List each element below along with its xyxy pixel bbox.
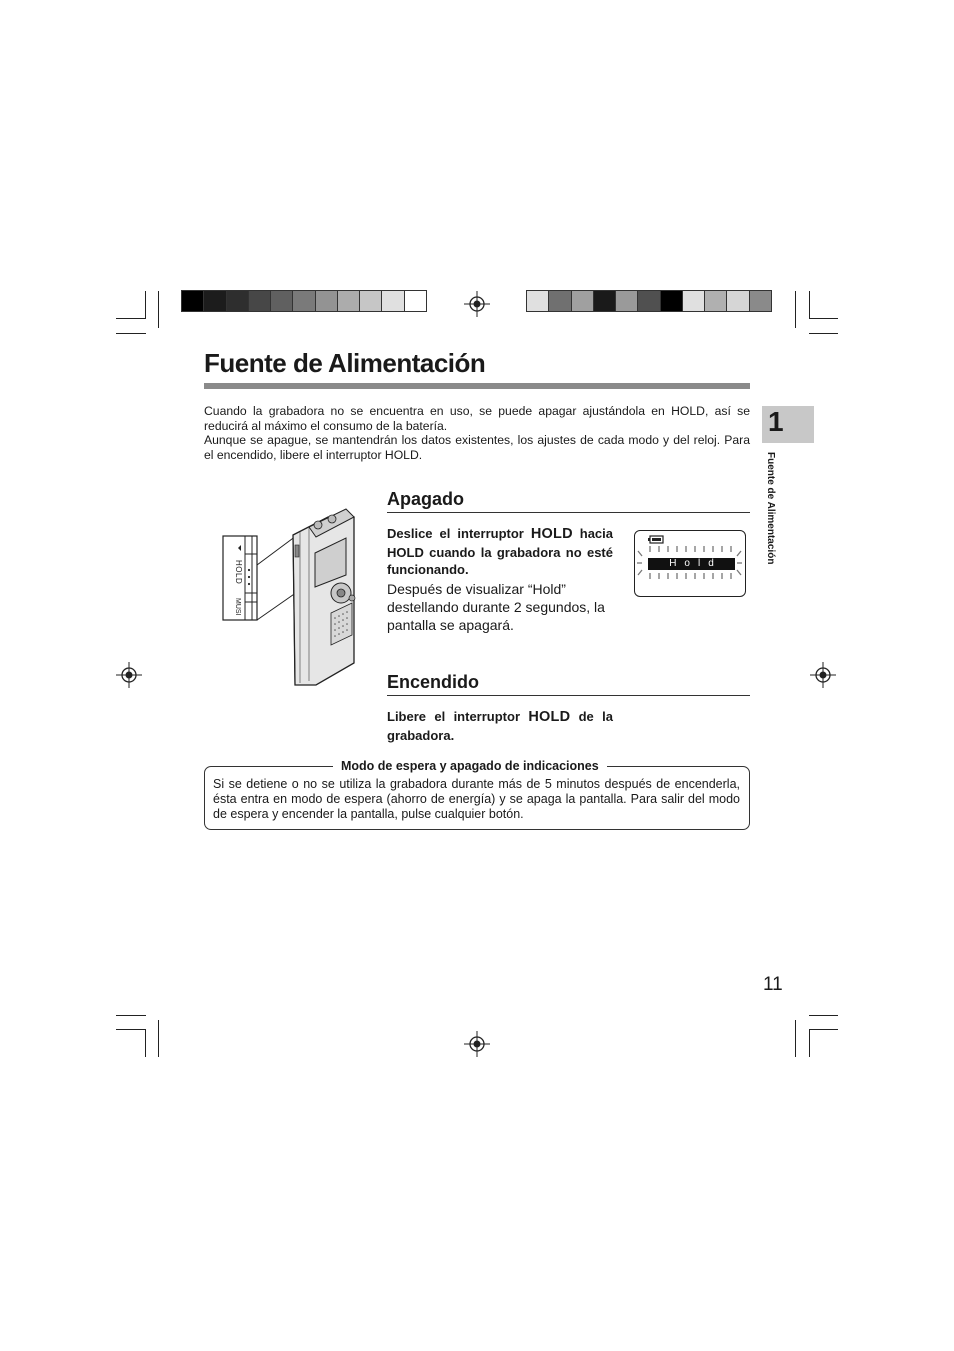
- encendido-step-suffix: de la grabadora.: [387, 709, 613, 743]
- color-swatch: [316, 291, 338, 311]
- color-swatch: [227, 291, 249, 311]
- color-swatch: [727, 291, 749, 311]
- color-swatch: [293, 291, 315, 311]
- registration-mark-icon: [116, 662, 142, 688]
- color-swatch: [750, 291, 771, 311]
- color-swatch: [705, 291, 727, 311]
- apagado-step: [387, 525, 613, 579]
- intro-paragraph: Cuando la grabadora no se encuentra en uso, se puede apagar ajustándola en HOLD, así se reducirá al máximo el consumo de la batería.: [204, 404, 750, 433]
- color-swatch: [549, 291, 571, 311]
- chapter-tab: [762, 406, 814, 443]
- encendido-step-prefix: Libere el interruptor: [387, 709, 529, 724]
- color-swatch: [661, 291, 683, 311]
- color-swatch: [249, 291, 271, 311]
- chapter-number: 1: [768, 406, 784, 437]
- color-swatch: [527, 291, 549, 311]
- registration-mark-icon: [464, 291, 490, 317]
- color-swatch: [382, 291, 404, 311]
- color-swatch-strip-left: [181, 290, 427, 312]
- apagado-heading: Apagado: [387, 489, 465, 509]
- color-swatch: [405, 291, 426, 311]
- registration-mark-icon: [810, 662, 836, 688]
- hold-switch-label: HOLD: [528, 709, 571, 725]
- color-swatch-strip-right: [526, 290, 772, 312]
- color-swatch: [338, 291, 360, 311]
- color-swatch: [204, 291, 226, 311]
- intro-text: [204, 404, 750, 462]
- apagado-rule: [387, 512, 750, 513]
- apagado-step-suffix: hacia HOLD cuando la grabadora no esté funcionando.: [387, 526, 614, 577]
- encendido-heading: Encendido: [387, 672, 480, 692]
- side-label: [765, 452, 781, 582]
- note-text: Si se detiene o no se utiliza la grabadora durante más de 5 minutos después de encenderla, ésta entra en modo de espera (ahorro de energía) y se apaga la pantalla. Para salir del modo de espera y encender la pantalla, pulse cualquier botón.: [213, 777, 740, 821]
- switch-label-music: MUSI: [234, 598, 241, 616]
- hold-switch-label: HOLD: [530, 526, 573, 542]
- color-swatch: [683, 291, 705, 311]
- page-number: 11: [763, 974, 783, 995]
- color-swatch: [572, 291, 594, 311]
- color-swatch: [182, 291, 204, 311]
- registration-mark-icon: [464, 1031, 490, 1057]
- title-rule: [204, 383, 750, 389]
- side-label-text: Fuente de Alimentación: [765, 452, 776, 565]
- color-swatch: [271, 291, 293, 311]
- intro-paragraph: Aunque se apague, se mantendrán los datos existentes, los ajustes de cada modo y del reloj. Para el encendido, libere el interruptor HOLD.: [204, 433, 750, 462]
- encendido-rule: [387, 695, 750, 696]
- color-swatch: [594, 291, 616, 311]
- color-swatch: [616, 291, 638, 311]
- apagado-step-prefix: Deslice el interruptor: [387, 526, 531, 541]
- lcd-hold-text: Hold: [648, 558, 735, 570]
- encendido-step: [387, 708, 613, 744]
- switch-label-hold: HOLD: [234, 560, 243, 585]
- apagado-result: Después de visualizar “Hold” destellando durante 2 segundos, la pantalla se apagará.: [387, 581, 605, 633]
- color-swatch: [360, 291, 382, 311]
- note-title: Modo de espera y apagado de indicaciones: [333, 759, 607, 773]
- color-swatch: [638, 291, 660, 311]
- page-title: Fuente de Alimentación: [204, 348, 486, 378]
